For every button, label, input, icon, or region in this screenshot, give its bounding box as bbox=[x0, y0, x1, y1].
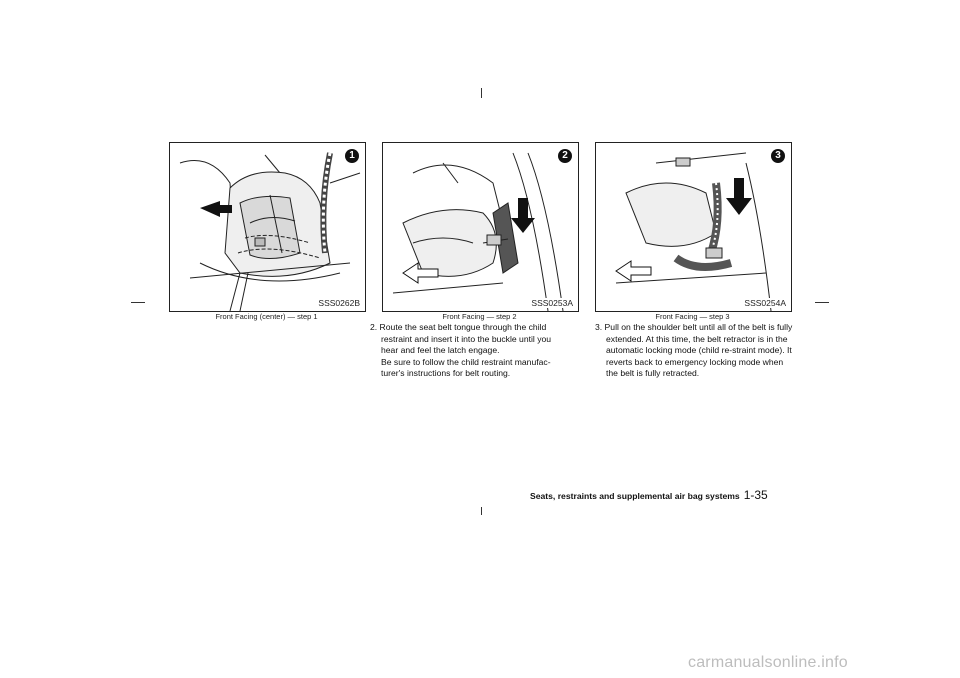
figure-caption: Front Facing — step 3 bbox=[655, 312, 730, 321]
step-2-instruction: 2. Route the seat belt tongue through the child restraint and insert it into the buckle until you hear and feel the latch engage. bbox=[370, 322, 552, 355]
figure-caption: Front Facing — step 2 bbox=[442, 312, 517, 321]
figure-code: SSS0253A bbox=[531, 298, 573, 308]
figure-code: SSS0254A bbox=[744, 298, 786, 308]
crop-mark-right bbox=[815, 302, 829, 303]
watermark: carmanualsonline.info bbox=[688, 654, 848, 671]
figure-caption: Front Facing (center) — step 1 bbox=[215, 312, 318, 321]
crop-mark-left bbox=[131, 302, 145, 303]
child-seat-illustration-1 bbox=[170, 143, 365, 311]
step-2-text-block bbox=[370, 322, 570, 380]
step-3-text-block bbox=[595, 322, 795, 380]
figure-number-badge: 2 bbox=[558, 149, 572, 163]
crop-mark-bottom bbox=[481, 507, 482, 515]
child-seat-illustration-3 bbox=[596, 143, 791, 311]
step-2-note: Be sure to follow the child restraint manufac-turer's instructions for belt routing. bbox=[381, 356, 551, 378]
figure-code: SSS0262B bbox=[318, 298, 360, 308]
figure-number-badge: 1 bbox=[345, 149, 359, 163]
figure-step-2 bbox=[382, 142, 579, 312]
figure-number-badge: 3 bbox=[771, 149, 785, 163]
figure-step-1 bbox=[169, 142, 366, 312]
step-3-instruction: 3. Pull on the shoulder belt until all of the belt is fully extended. At this time, the belt retractor is in the automatic locking mode (child re-straint mode). It reverts back to emergency locking mode when the belt is fully retracted. bbox=[595, 322, 793, 378]
crop-mark-top bbox=[481, 88, 482, 98]
child-seat-illustration-2 bbox=[383, 143, 578, 311]
figure-step-3 bbox=[595, 142, 792, 312]
section-title: Seats, restraints and supplemental air bag systems bbox=[530, 491, 740, 501]
page-number: 1-35 bbox=[743, 488, 768, 502]
page-footer bbox=[530, 488, 836, 502]
